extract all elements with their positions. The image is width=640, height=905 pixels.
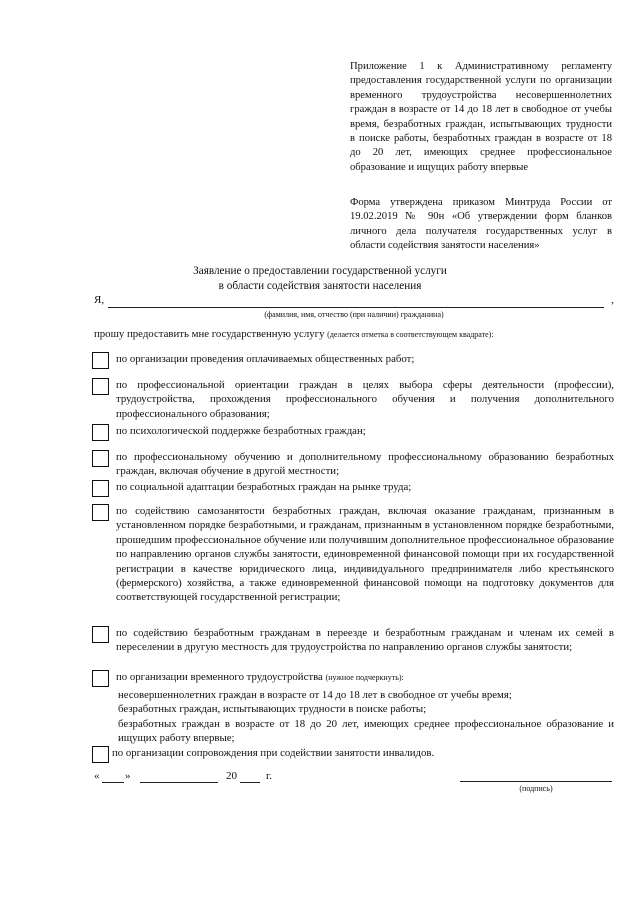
request-line [94, 328, 614, 340]
service-label: по содействию безработным гражданам в переезде и безработным гражданам и членам их семей в переселении в другую местность для трудоустройства по направлению органов службы занятости; [116, 627, 614, 654]
service-checkbox[interactable] [92, 746, 109, 763]
day-field[interactable] [102, 770, 124, 783]
request-text: прошу предоставить мне государственную услугу [94, 328, 325, 340]
service-label: по организации сопровождения при содействии занятости инвалидов. [112, 747, 435, 759]
service-checkbox[interactable] [92, 626, 109, 643]
service-label: по профессиональной ориентации граждан в целях выбора сферы деятельности (профессии), трудоустройства, прохождения профессионального обучения и получения дополнительного профессионального образования; [116, 379, 614, 420]
request-note: (делается отметка в соответствующем квадрате): [327, 330, 494, 339]
temp-option[interactable]: безработных граждан в возрасте от 18 до 20 лет, имеющих среднее профессиональное образование и ищущих работу впервые; [118, 717, 614, 745]
underline-note: (нужное подчеркнуть): [325, 673, 404, 682]
temp-option[interactable]: несовершеннолетних граждан в возрасте от 14 до 18 лет в свободное от учебы время; [118, 689, 512, 701]
appendix-note: Приложение 1 к Административному регламенту предоставления государственной услуги по организации временного трудоустройства несовершеннолетних граждан в возрасте от 14 до 18 лет в свободное от учебы время, безработных граждан, испытывающих трудности в поиске работы, безработных граждан в возрасте от 18 до 20 лет, имеющих среднее профессиональное образование и ищущих работу впервые [350, 61, 612, 173]
year-prefix: 20 [226, 770, 237, 782]
service-label: по организации проведения оплачиваемых общественных работ; [116, 353, 415, 365]
temp-option[interactable]: безработных граждан, испытывающих трудности в поиске работы; [118, 703, 427, 716]
service-checkbox[interactable] [92, 504, 109, 521]
service-checkbox[interactable] [92, 378, 109, 395]
signature-field[interactable] [460, 781, 612, 782]
service-checkbox[interactable] [92, 424, 109, 441]
service-label: по содействию самозанятости безработных граждан, включая оказание гражданам, признанным в установленном порядке безработными, и гражданам, признанным в установленном порядке безработными, прошедшим профессиональное обучение или получившим дополнительное профессиональное образование по направлению органов службы занятости, единовременной финансовой помощи при их государственной регистрации в качестве юридического лица, индивидуального предпринимателя либо крестьянского (фермерского) хозяйства, а также единовременной финансовой помощи на подготовку документов для соответствующей государственной регистрации; [116, 505, 614, 604]
temporary-employment-options [118, 688, 614, 746]
signature-hint: (подпись) [519, 784, 553, 793]
service-label: по психологической поддержке безработных граждан; [116, 425, 366, 437]
service-label-with-note [116, 670, 614, 685]
applicant-name-row [94, 294, 614, 310]
applicant-name-field[interactable] [108, 307, 604, 308]
service-checkbox[interactable] [92, 480, 109, 497]
date-open-quote: « [94, 770, 100, 782]
year-suffix: г. [266, 770, 273, 782]
title-line-1: Заявление о предоставлении государственной услуги [193, 265, 447, 277]
service-checkbox[interactable] [92, 670, 109, 687]
date-close-quote: » [125, 770, 131, 782]
document-title [140, 264, 500, 294]
name-suffix: , [611, 294, 614, 306]
title-line-2: в области содействия занятости населения [218, 280, 422, 292]
form-approval-note: Форма утверждена приказом Минтруда России от 19.02.2019 № 90н «Об утверждении форм бланков личного дела получателя государственных услуг в области содействия занятости населения» [350, 197, 612, 252]
service-checkbox[interactable] [92, 352, 109, 369]
month-field[interactable] [140, 770, 218, 783]
service-label: по профессиональному обучению и дополнительному профессиональному образованию безработных граждан, включая обучение в другой местности; [116, 451, 614, 478]
name-field-hint: (фамилия, имя, отчество (при наличии) гражданина) [264, 310, 444, 319]
name-prefix: Я, [94, 294, 105, 306]
service-checkbox[interactable] [92, 450, 109, 467]
service-label: по организации временного трудоустройства [116, 671, 323, 683]
service-label: по социальной адаптации безработных граждан на рынке труда; [116, 481, 412, 493]
year-field[interactable] [240, 770, 260, 783]
